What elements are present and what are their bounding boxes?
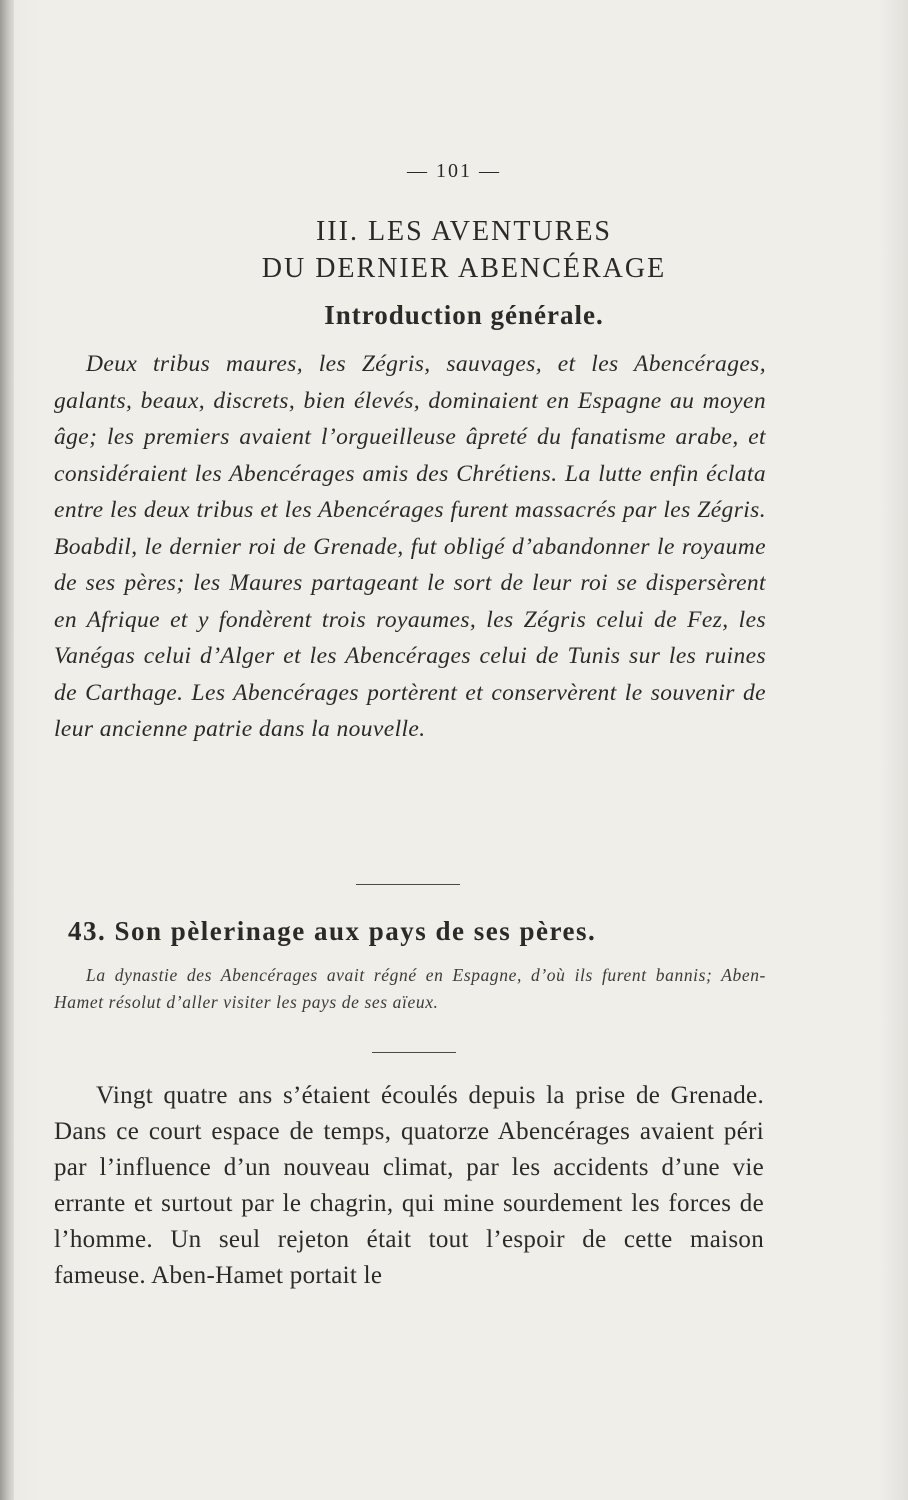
introduction-heading: Introduction générale. [324,300,604,330]
page-number: — 101 — [407,160,501,182]
section-divider [356,884,460,885]
chapter-title-line-1: III. LES AVENTURES [315,216,613,247]
section-heading: 43. Son pèlerinage aux pays de ses pères. [68,916,597,946]
book-spine-shadow [0,0,14,1500]
section-summary: La dynastie des Abencérages avait régné en Espagne, d’où ils furent bannis; Aben-Hamet résolut d’aller visiter les pays de ses aïeux. [54,965,766,1012]
chapter-title-line-2: DU DERNIER ABENCÉRAGE [261,253,667,284]
summary-divider [372,1052,456,1053]
body-paragraph: Vingt quatre ans s’étaient écoulés depuis la prise de Grenade. Dans ce court espace de temps, quatorze Abencérages avaient péri par l’influence d’un nouveau climat, par les accidents d’une vie errante et surtout par le chagrin, qui mine sourdement les forces de l’homme. Un seul rejeton était tout l’espoir de cette maison fameuse. Aben-Hamet portait le [54,1082,764,1289]
introduction-paragraph: Deux tribus maures, les Zégris, sauvages, et les Abencérages, galants, beaux, discrets, bien élevés, dominaient en Espagne au moyen âge; les premiers avaient l’orgueilleuse âpreté du fanatisme arabe, et considéraient les Abencérages amis des Chrétiens. La lutte enfin éclata entre les deux tribus et les Abencérages furent massacrés par les Zégris. Boabdil, le dernier roi de Grenade, fut obligé d’abandonner le royaume de ses pères; les Maures partageant le sort de leur roi se dispersèrent en Afrique et y fondèrent trois royaumes, les Zégris celui de Fez, les Vanégas celui d’Alger et les Abencérages celui de Tunis sur les ruines de Carthage. Les Abencérages portèrent et conservèrent le souvenir de leur ancienne patrie dans la nouvelle. [54,351,766,742]
